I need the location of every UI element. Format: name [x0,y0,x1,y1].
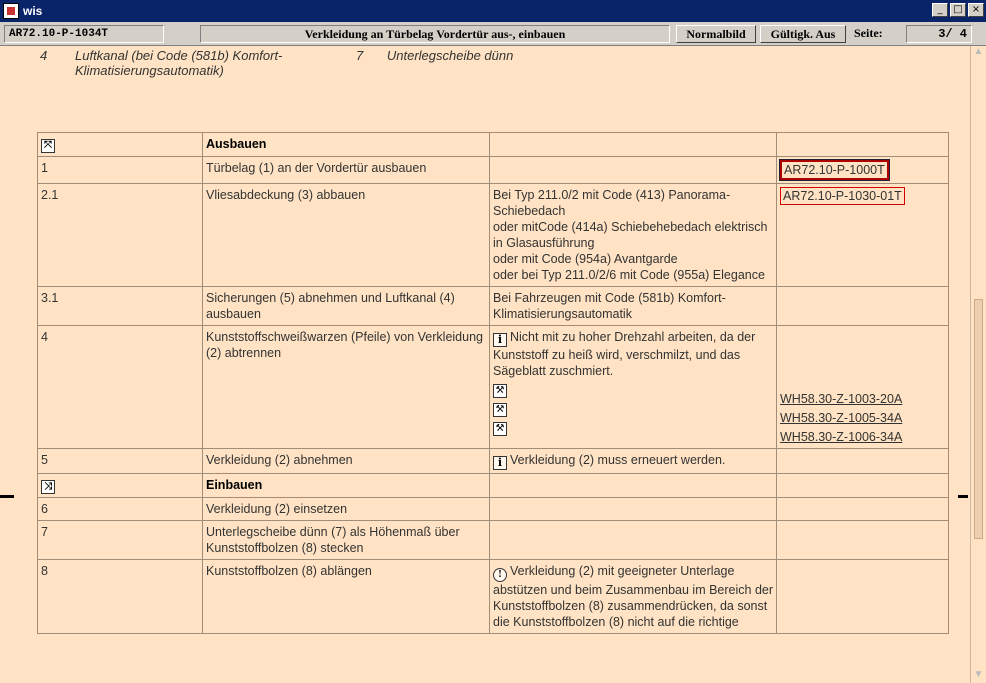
table-row [38,287,949,326]
table-row [38,449,949,474]
step-note [490,326,777,449]
empty-cell [777,133,949,157]
empty-cell [777,474,949,498]
expand-arrows-icon[interactable]: ⤧ [41,139,55,153]
step-number: 7 [38,521,203,560]
tool-line [493,398,773,417]
tool-link[interactable]: WH58.30-Z-1003-20A [780,392,903,406]
step-number: 3.1 [38,287,203,326]
tool-icon: ⚒ [493,422,507,436]
step-note: Bei Fahrzeugen mit Code (581b) Komfort-Klimatisierungsautomatik [490,287,777,326]
note-line: oder bei Typ 211.0/2/6 mit Code (955a) Elegance [493,268,765,282]
right-margin-marker [958,495,968,498]
window-controls [932,3,984,17]
tool-icon: ⚒ [493,403,507,417]
note-line: Bei Typ 211.0/2 mit Code (413) Panorama-Schiebedach [493,188,731,218]
table-row [38,157,949,184]
step-number: 5 [38,449,203,474]
step-number: 4 [38,326,203,449]
normalbild-button[interactable]: Normalbild [676,25,756,43]
work-steps-table [37,132,949,634]
legend-text-line: Klimatisierungsautomatik) [75,63,224,78]
section-title: Einbauen [203,474,490,498]
reference-cell [777,184,949,287]
note-text: Verkleidung (2) mit geeigneter Unterlage abstützen und beim Zusammenbau im Bereich der Kunststoffbolzen (8) zusammendrücken, da sonst die Kunststoffbolzen (8) nicht auf die richtige [493,564,774,629]
section-row-ausbauen [38,133,949,157]
document-id: AR72.10-P-1034T [4,25,164,43]
minimize-button[interactable]: _ [932,3,948,17]
note-line: oder mitCode (414a) Schiebehebedach elektrisch in Glasausführung [493,220,768,250]
table-row [38,560,949,634]
page-label: Seite: [854,26,883,40]
info-icon: i [493,333,507,347]
reference-cell [777,157,949,184]
window-title: wis [23,4,43,18]
legend-item-4 [40,48,283,78]
section-icon-cell [38,474,203,498]
tool-link[interactable]: WH58.30-Z-1005-34A [780,411,903,425]
caution-icon: ! [493,568,507,582]
note-text: Verkleidung (2) muss erneuert werden. [510,453,726,467]
page-indicator: 3/ 4 [906,25,972,43]
step-action: Vliesabdeckung (3) abbauen [203,184,490,287]
empty-cell [777,498,949,521]
step-number: 6 [38,498,203,521]
legend-number: 7 [356,48,364,63]
scroll-down-arrow-icon[interactable]: ▼ [973,669,984,680]
empty-cell [777,560,949,634]
document-content[interactable] [0,46,970,683]
step-note [490,560,777,634]
table-row [38,184,949,287]
empty-cell [777,449,949,474]
legend-text-line: Luftkanal (bei Code (581b) Komfort- [75,48,283,63]
tool-line [493,379,773,398]
tool-line [493,417,773,436]
step-action: Türbelag (1) an der Vordertür ausbauen [203,157,490,184]
scroll-thumb[interactable] [974,299,983,539]
step-note [490,449,777,474]
scroll-up-arrow-icon[interactable]: ▲ [973,46,984,57]
gueltigkeit-button[interactable]: Gültigk. Aus [760,25,846,43]
section-row-einbauen [38,474,949,498]
step-number: 8 [38,560,203,634]
legend-text [75,48,335,78]
empty-cell [490,157,777,184]
step-action: Verkleidung (2) einsetzen [203,498,490,521]
close-button[interactable]: × [968,3,984,17]
empty-cell [777,521,949,560]
legend-number: 4 [40,48,48,63]
step-number: 2.1 [38,184,203,287]
empty-cell [490,133,777,157]
section-title: Ausbauen [203,133,490,157]
note-text: Nicht mit zu hoher Drehzahl arbeiten, da der Kunststoff zu heiß wird, verschmilzt, und das Sägeblatt zuschmiert. [493,330,756,378]
step-action: Verkleidung (2) abnehmen [203,449,490,474]
reference-link[interactable]: AR72.10-P-1000T [780,160,889,180]
tool-link[interactable]: WH58.30-Z-1006-34A [780,430,903,444]
document-title: Verkleidung an Türbelag Vordertür aus-, einbauen [200,25,670,43]
tool-icon: ⚒ [493,384,507,398]
vertical-scrollbar[interactable] [970,46,986,683]
tool-links-cell [777,326,949,449]
step-number: 1 [38,157,203,184]
empty-cell [490,498,777,521]
empty-cell [490,474,777,498]
empty-cell [490,521,777,560]
toolbar [0,22,986,46]
step-action: Sicherungen (5) abnehmen und Luftkanal (4) ausbauen [203,287,490,326]
step-note [490,184,777,287]
table-row [38,326,949,449]
table-row [38,498,949,521]
title-bar [0,0,986,22]
legend-text: Unterlegscheibe dünn [386,48,514,63]
note-line: oder mit Code (954a) Avantgarde [493,252,678,266]
contract-arrows-icon[interactable]: ⤨ [41,480,55,494]
left-margin-marker [0,495,14,498]
info-icon: i [493,456,507,470]
table-row [38,521,949,560]
empty-cell [777,287,949,326]
reference-link[interactable]: AR72.10-P-1030-01T [780,187,905,205]
step-action: Kunststoffbolzen (8) ablängen [203,560,490,634]
step-action: Unterlegscheibe dünn (7) als Höhenmaß über Kunststoffbolzen (8) stecken [203,521,490,560]
maximize-button[interactable]: □ [950,3,966,17]
section-icon-cell [38,133,203,157]
app-icon[interactable] [3,3,19,19]
legend-item-7 [356,48,513,63]
step-action: Kunststoffschweißwarzen (Pfeile) von Verkleidung (2) abtrennen [203,326,490,449]
